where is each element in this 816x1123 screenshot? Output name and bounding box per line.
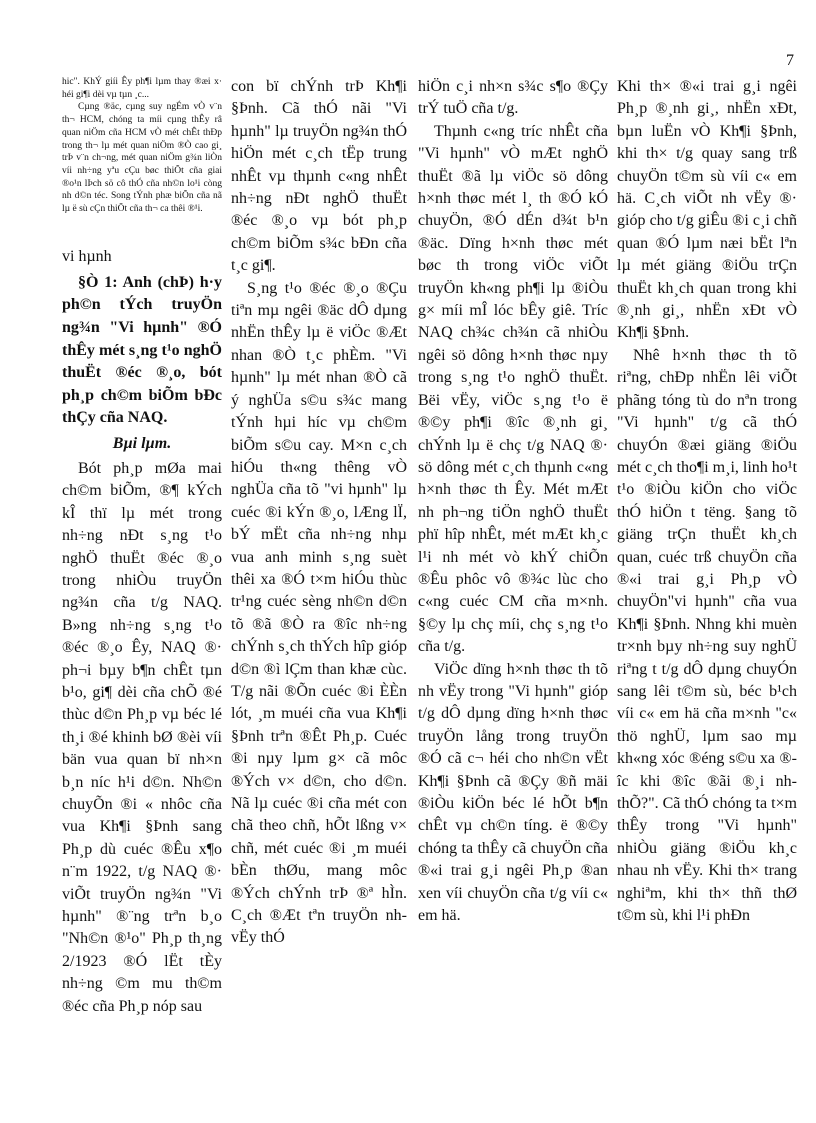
body-paragraph: Khi th× ®«i trai g¸i ngêi Ph¸p ®¸nh gi¸, nhËn xÐt, bµn luËn vÒ Kh¶i §Þnh, khi th× t/g quay sang trß chuyÖn t©m sù víi c« em hä. C¸ch viÕt nh vËy ®· gióp cho t/g giÊu ®i c¸i chñ quan ®Ó lµm næi bËt lªn lµ mét giäng ®iÖu trÇn thuËt kh¸ch quan trong khi ®¸nh gi¸, nhËn xÐt vÒ Kh¶i §Þnh. bbox=[617, 78, 797, 342]
page-number: 7 bbox=[786, 52, 794, 69]
body-paragraph: ViÖc dïng h×nh thøc th tõ nh vËy trong "Vi hµnh" gióp t/g dÔ dµng dïng h×nh thøc truyÖn lång trong truyÖn ®Ó cã c¬ héi cho nh©n vËt Kh¶i §Þnh cã ®Çy ®ñ mäi ®iÒu kiÖn béc lé hÕt b¶n chÊt vµ ch©n tíng. ë ®©y chóng ta thÊy cã chuyÖn cña ®«i trai g¸i ngêi Ph¸p ®an xen víi chuyÖn cña t/g víi c« em hä. bbox=[418, 660, 608, 925]
essay-note: Cµng ®äc, cµng suy ngÉm vÒ v¨n th¬ HCM, chóng ta míi cµng thÊy râ quan niÖm cña HCM vÒ mét chÊt thÐp trong th¬ lµ mét quan niÖm ®Ò cao gi¸ trÞ v¨n ch¬ng, mét quan niÖm g¾n liÒn víi nh÷ng yªu cÇu bøc thiÕt cña giai ®o¹n lÞch sö cô thÓ cña nh©n lo¹i còng nh d©n téc. Song tÝnh phæ biÕn cña nã lµ ë sù cÇn thiÕt cña th¬ ca thêi ®¹i. bbox=[62, 102, 222, 215]
essay-fragment: hic". KhÝ giíi Êy ph¶i lµm thay ®æi x· héi gi¶i dèi vµ tµn ¸c... bbox=[62, 77, 222, 100]
body-paragraph: Bót ph¸p mØa mai ch©m biÕm, ®¶ kÝch kÎ thï lµ mét trong nh÷ng nÐt s¸ng t¹o nghÖ thuËt ®éc ®¸o trong nhiÒu truyÖn ng¾n cña t/g NAQ. B»ng nh÷ng s¸ng t¹o ®éc ®¸o Êy, NAQ ®· ph¬i bµy b¶n chÊt tµn b¹o, gi¶ dèi cña chÕ ®é thùc d©n Ph¸p vµ béc lé th¸i ®é khinh bØ ®èi víi bän vua quan bï nh×n b¸n níc h¹i d©n. Nh©n chuyÕn ®i « nhôc cña vua Kh¶i §Þnh sang Ph¸p dù cuéc ®Êu x¶o n¨m 1922, t/g NAQ ®· viÕt truyÖn ng¾n "Vi hµnh" ®¨ng trªn b¸o "Nh©n ®¹o" Ph¸p th¸ng 2/1923 ®Ó lËt tÈy nh÷ng ©m mu th©m ®éc cña Ph¸p nóp sau bbox=[62, 459, 222, 1015]
body-paragraph: Nhê h×nh thøc th tõ riªng, chÐp nhËn lêi viÕt phãng tóng tù do nªn trong "Vi hµnh" t/g cã thÓ chuyÓn ®æi giäng ®iÖu mét c¸ch tho¶i m¸i, linh ho¹t t¹o ®iÒu kiÖn cho viÖc thÓ hiÖn t tëng. §ang tõ giäng trÇn thuËt kh¸ch quan, cuéc trß chuyÖn cña ®«i trai g¸i Ph¸p vÒ chuyÖn"vi hµnh" cña vua Kh¶i §Þnh. Nhng khi muèn tr×nh bµy nh÷ng suy nghÜ riªng t t/g dÔ dµng chuyÓn sang lêi t©m sù, béc b¹ch víi c« em hä cña m×nh "c« thö nghÜ, lµm sao mµ kh«ng xóc ®éng s©u xa ®îc khi ®îc ®ãi ®¸i nh thÕ?". Cã thÓ chóng ta t×m thÊy trong "Vi hµnh" nhiÒu giäng ®iÖu kh¸c nhau nh vËy. Khi th× trang nghiªm, khi th× thñ thØ t©m sù, khi l¹i phÐn bbox=[617, 346, 798, 925]
column-4 bbox=[617, 76, 797, 927]
column-1 bbox=[62, 76, 222, 1018]
section-gap bbox=[62, 216, 222, 246]
body-paragraph: S¸ng t¹o ®éc ®¸o ®Çu tiªn mµ ngêi ®äc dÔ dµng nhËn thÊy lµ ë viÖc ®Æt nhan ®Ò t¸c phÈm. "Vi hµnh" lµ mét nhan ®Ò cã ý nghÜa s©u s¾c mang tÝnh hµi híc vµ ch©m biÕm s©u cay. M×n c¸ch hiÓu th«ng thêng vÒ nghÜa cña tõ "vi hµnh" lµ cuéc ®i kÝn ®¸o, lÆng lÏ, bÝ mËt cña nh÷ng nhµ vua anh minh s¸ng suèt thêi xa ®Ó t×m hiÓu thùc tr¹ng cuéc sèng nh©n d©n tõ ®ã ®Ò ra ®îc nh÷ng chÝnh s¸ch thÝch hîp gióp d©n ®ì lÇm than khæ cùc. T/g nãi ®Õn cuéc ®i ÈÈn lót, ¸m muéi cña vua Kh¶i §Þnh trªn ®Êt Ph¸p. Cuéc ®i nµy lµm g× cã môc ®Ých v× d©n, cho d©n. Nã lµ cuéc ®i cña mét con chã theo chñ, hÕt lßng v× chñ, mét cuéc ®i ¸m muéi bÈn thØu, mang môc ®Ých chÝnh trÞ ®ª hÌn. C¸ch ®Æt tªn truyÖn nh vËy thÓ bbox=[231, 279, 407, 947]
body-paragraph: Thµnh c«ng tríc nhÊt cña "Vi hµnh" vÒ mÆt nghÖ thuËt ®ã lµ viÖc sö dông h×nh thøc mét l¸ th ®Ó kÓ chuyÖn, ®Ó dÉn d¾t b¹n ®äc. Dïng h×nh thøc mét bøc th trong viÖc viÕt truyÖn kh«ng ph¶i lµ ®iÒu g× míi mÎ lóc bÊy giê. Tríc NAQ ch¾c ch¾n cã nhiÒu ngêi sö dông h×nh thøc nµy trong s¸ng t¹o nghÖ thuËt. Bëi vËy, viÖc s¸ng t¹o ë ®©y ph¶i ®îc ®¸nh gi¸ chÝnh lµ ë chç t/g NAQ ®· sö dông mét c¸ch thµnh c«ng h×nh thøc th Êy. Mét mÆt nh ph¬ng tiÖn nghÖ thuËt phï hîp nhÊt, mét mÆt kh¸c l¹i nh mét vò khÝ chiÕn ®Êu phôc vô ®¾c lùc cho c«ng cuéc CM cña m×nh. §©y lµ chç míi, chç s¸ng t¹o cña t/g. bbox=[418, 122, 608, 656]
exam-question-heading: §Ò 1: Anh (chÞ) h·y ph©n tÝch truyÖn ng¾n "Vi hµnh" ®Ó thÊy mét s¸ng t¹o nghÖ thuËt ®éc ®¸o, bót ph¸p ch©m biÕm bÐc thÇy cña NAQ. bbox=[62, 273, 222, 427]
answer-subheading: Bµi lµm. bbox=[112, 434, 172, 452]
body-paragraph: con bï chÝnh trÞ Kh¶i §Þnh. Cã thÓ nãi "Vi hµnh" lµ truyÖn ng¾n thÓ hiÖn mét c¸ch tËp trung nhÊt vµ thµnh c«ng nhÊt nh÷ng nÐt nghÖ thuËt ®éc ®¸o vµ bót ph¸p ch©m biÕm s¾c bÐn cña t¸c gi¶. bbox=[231, 78, 407, 275]
column-2 bbox=[231, 76, 407, 950]
body-paragraph: hiÖn c¸i nh×n s¾c s¶o ®Çy trÝ tuÖ cña t/g. bbox=[418, 78, 608, 118]
section-label: vi hµnh bbox=[62, 247, 112, 265]
column-3 bbox=[418, 76, 608, 927]
